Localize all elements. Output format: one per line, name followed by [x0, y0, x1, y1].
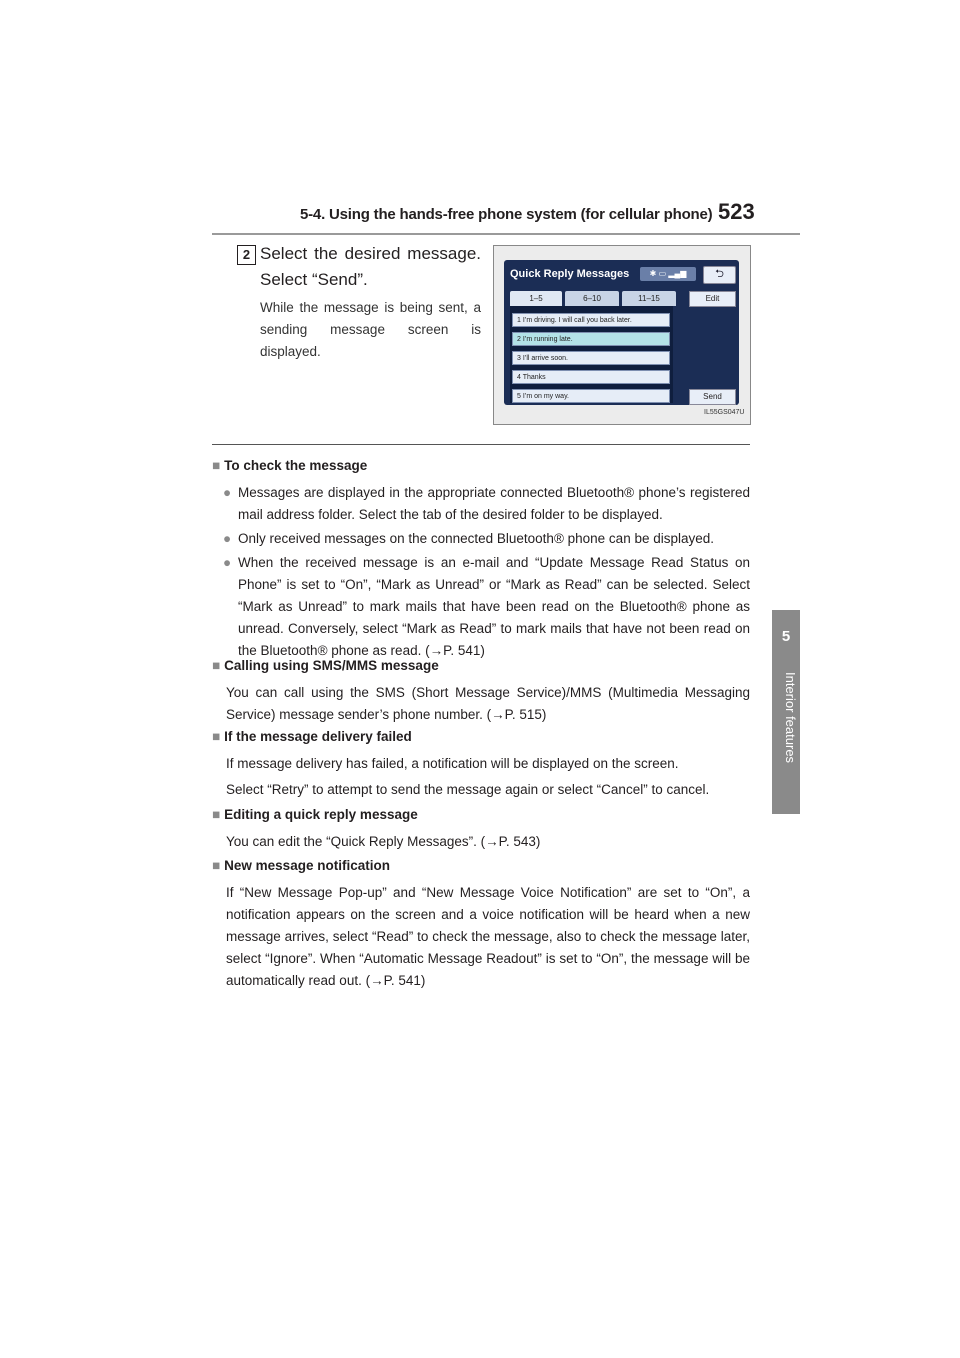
- step-note: While the message is being sent, a sending message screen is displayed.: [260, 300, 481, 359]
- bullet-icon: ●: [223, 555, 232, 570]
- failed-text-1: If message delivery has failed, a notification will be displayed on the screen.: [226, 756, 679, 771]
- message-item-5[interactable]: 5 I’m on my way.: [512, 389, 670, 403]
- notification-text: If “New Message Pop-up” and “New Message Voice Notification” are set to “On”, a notification appears on the screen and a voice notification will be heard when a new message arrives, select “Read” to check the message, also to check the message later, select “Ignore”. When “Automatic Message Readout” is set to “On”, the message will be automatically read out. (→P. 541): [226, 885, 750, 988]
- bullet-mark-read-unread: ● When the received message is an e-mail and “Update Message Read Status on Phone” is set to “On”, “Mark as Unread” or “Mark as Read” can be selected. Select “Mark as Unread” to mark mails that have been read on the Bluetooth® phone as unread. Conversely, select “Mark as Read” to mark mails that have not been read on the Bluetooth® phone as read. (→P. 541): [238, 552, 750, 662]
- section-rule: [212, 444, 750, 445]
- step-number-badge: 2: [237, 245, 256, 265]
- back-arrow-icon: ⮌: [715, 268, 724, 280]
- bullet-only-received: ● Only received messages on the connected Bluetooth® phone can be displayed.: [238, 528, 750, 550]
- send-button[interactable]: Send: [689, 389, 736, 405]
- status-bar: [640, 267, 696, 281]
- chapter-number: 5: [781, 628, 791, 645]
- header-rule: [212, 233, 800, 235]
- back-button[interactable]: [703, 266, 736, 284]
- screen-title: Quick Reply Messages: [510, 268, 630, 280]
- bluetooth-icon: ✱: [649, 269, 657, 278]
- heading-editing-quick-reply: ■ Editing a quick reply message: [212, 807, 418, 822]
- battery-icon: ▭: [658, 269, 667, 278]
- tab-6-10[interactable]: 6–10: [565, 291, 619, 306]
- signal-icon: ▂▄▆: [668, 269, 687, 278]
- message-item-1[interactable]: 1 I’m driving. I will call you back later.: [512, 313, 670, 327]
- heading-to-check-message: ■ To check the message: [212, 458, 367, 473]
- screen-display: [504, 260, 739, 405]
- heading-calling-sms: ■ Calling using SMS/MMS message: [212, 658, 439, 673]
- bullet-icon: ●: [223, 485, 232, 500]
- failed-text-2: Select “Retry” to attempt to send the message again or select “Cancel” to cancel.: [226, 782, 710, 797]
- bullet-icon: ●: [223, 531, 232, 546]
- editing-text: You can edit the “Quick Reply Messages”. (→P. 543): [226, 834, 541, 849]
- edit-button[interactable]: Edit: [689, 291, 736, 307]
- tab-1-5[interactable]: 1–5: [510, 291, 562, 306]
- heading-delivery-failed: ■ If the message delivery failed: [212, 729, 412, 744]
- message-item-3[interactable]: 3 I’ll arrive soon.: [512, 351, 670, 365]
- page-header-title: 5-4. Using the hands-free phone system (for cellular phone): [300, 206, 713, 223]
- heading-new-message-notification: ■ New message notification: [212, 858, 390, 873]
- quick-reply-screenshot: [493, 245, 751, 425]
- step-instruction: Select the desired message. Select “Send”.: [260, 244, 481, 289]
- message-item-4[interactable]: 4 Thanks: [512, 370, 670, 384]
- page-number: 523: [718, 199, 755, 224]
- chapter-label: Interior features: [783, 672, 798, 764]
- calling-text: You can call using the SMS (Short Message Service)/MMS (Multimedia Messaging Service) message sender’s phone number. (→P. 515): [226, 685, 750, 722]
- bullet-messages-displayed: ● Messages are displayed in the appropriate connected Bluetooth® phone’s registered mail address folder. Select the tab of the desired folder to be displayed.: [238, 482, 750, 526]
- message-item-2[interactable]: 2 I’m running late.: [512, 332, 670, 346]
- tab-11-15[interactable]: 11–15: [622, 291, 676, 306]
- image-code: IL55GS047U: [704, 409, 745, 416]
